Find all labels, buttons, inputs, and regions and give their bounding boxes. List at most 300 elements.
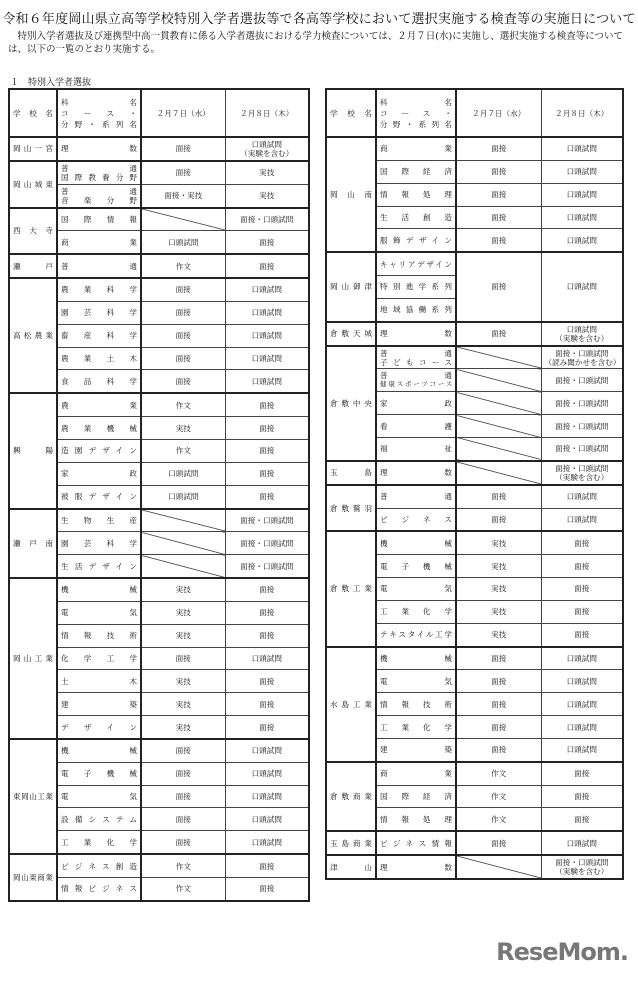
subject-line: 農業科学 <box>61 285 137 295</box>
day2-exam: 面接・口頭試問 （読み聞かせを含む） <box>541 346 623 369</box>
day1-exam: 面接 <box>456 831 541 855</box>
school-name <box>9 137 57 161</box>
day2-exam: 面接 <box>541 531 623 554</box>
day2-exam: 面接・口頭試問 <box>541 415 623 438</box>
school-name <box>326 485 376 532</box>
resemom-logo: ReseMom. <box>496 938 628 966</box>
day1-exam: 面接 <box>141 647 225 670</box>
day2-exam: 口頭試問 <box>541 137 623 160</box>
day2-exam: 口頭試問 <box>541 160 623 183</box>
school-name <box>9 254 57 278</box>
day1-exam: 面接 <box>456 252 541 322</box>
subject-line: 機械 <box>61 746 137 756</box>
table-row <box>326 485 623 508</box>
subject-name <box>57 532 141 555</box>
subject-name <box>376 785 456 808</box>
header-school <box>326 89 376 137</box>
school-name <box>326 252 376 322</box>
subject-name <box>57 785 141 808</box>
subject-line: 家政 <box>380 398 452 408</box>
subject-line: 普通 <box>61 186 137 196</box>
subject-line: 農業機械 <box>61 423 137 433</box>
header-row <box>9 89 309 137</box>
day2-exam: 面接 <box>225 854 309 877</box>
subject-name <box>57 137 141 161</box>
subject-line: 国際教養分野 <box>61 172 137 182</box>
subject-name <box>57 485 141 508</box>
day1-exam: 面接 <box>456 206 541 229</box>
subject-name <box>376 855 456 879</box>
school-name-text: 玉島 <box>330 468 372 478</box>
subject-name <box>376 716 456 739</box>
day1-exam: 面接 <box>141 831 225 854</box>
table-row <box>9 161 309 184</box>
day2-exam: 口頭試問 <box>225 347 309 370</box>
subject-line: 被服デザイン <box>61 492 137 502</box>
header-school <box>9 89 57 137</box>
subject-line: 化学工学 <box>61 653 137 663</box>
subject-name <box>376 647 456 670</box>
subject-name <box>57 555 141 578</box>
subject-line: コース・ <box>380 108 452 118</box>
subject-name <box>57 462 141 485</box>
subject-name <box>57 184 141 207</box>
subject-line: ビジネス情報 <box>380 838 452 848</box>
school-name-text: 倉敷中央 <box>330 398 372 408</box>
day2-exam: 面接 <box>225 254 309 278</box>
school-name-text: 岡山御津 <box>330 282 372 292</box>
subject-line: 普通 <box>380 371 452 381</box>
subject-name <box>57 347 141 370</box>
day1-exam: 面接 <box>141 137 225 161</box>
subject-line: 理数 <box>380 468 452 478</box>
day1-exam: 作文 <box>141 393 225 416</box>
subject-name <box>376 485 456 508</box>
subject-line: 科 名 <box>380 97 452 107</box>
subject-name <box>376 137 456 160</box>
subject-line: 国際経済 <box>380 167 452 177</box>
subject-line: 音楽分野 <box>61 195 137 205</box>
day2-exam: 口頭試問 （実験を含む） <box>225 137 309 161</box>
subject-line: 特別進学系列 <box>380 282 452 292</box>
subject-line: 科 名 <box>61 97 137 107</box>
day2-exam: 面接・口頭試問 <box>541 392 623 415</box>
school-name-text: 倉敷工業 <box>330 584 372 594</box>
day2-exam: 口頭試問 <box>225 324 309 347</box>
subject-name <box>376 831 456 855</box>
subject-line: 生物生産 <box>61 515 137 525</box>
header-day1: ２月７日（水） <box>456 89 541 137</box>
school-name <box>9 161 57 208</box>
day1-exam: 実技 <box>141 601 225 624</box>
day1-exam: 作文 <box>456 785 541 808</box>
day2-exam: 口頭試問 <box>541 716 623 739</box>
day1-exam: 面接 <box>456 693 541 716</box>
school-name-text: 西大寺 <box>13 226 53 236</box>
day2-exam: 口頭試問 <box>225 762 309 785</box>
table-row <box>326 762 623 785</box>
day2-exam: 口頭試問 <box>225 278 309 301</box>
subject-line: 普通 <box>380 348 452 358</box>
table-row <box>326 531 623 554</box>
subject-name <box>376 600 456 623</box>
day1-exam: 作文 <box>141 439 225 462</box>
day2-exam: 口頭試問 <box>541 831 623 855</box>
school-name <box>326 762 376 832</box>
school-name <box>326 647 376 762</box>
day2-exam: 面接 <box>225 693 309 716</box>
day1-not-applicable <box>456 369 541 392</box>
day2-exam: 面接 <box>225 231 309 254</box>
subject-name <box>57 254 141 278</box>
subject-line: 電気 <box>61 792 137 802</box>
school-name <box>9 509 57 579</box>
day1-exam: 実技 <box>141 670 225 693</box>
subject-name <box>57 831 141 854</box>
day2-exam: 面接 <box>225 439 309 462</box>
subject-line: 国際情報 <box>61 214 137 224</box>
subject-line: 普通 <box>380 492 452 502</box>
day1-exam: 作文 <box>141 878 225 901</box>
school-name-text: 瀬戸 <box>13 261 53 271</box>
day1-exam: 実技 <box>141 417 225 440</box>
school-name-text: 高松農業 <box>13 331 53 341</box>
day1-not-applicable <box>456 855 541 879</box>
day2-exam: 面接 <box>225 462 309 485</box>
subject-line: 畜産科学 <box>61 331 137 341</box>
subject-name <box>376 693 456 716</box>
subject-name <box>57 370 141 393</box>
table-row <box>9 578 309 601</box>
day1-exam: 実技 <box>456 623 541 646</box>
section-heading: １ 特別入学者選抜 <box>10 78 92 88</box>
day2-exam: 面接 <box>225 485 309 508</box>
day2-exam: 面接・口頭試問 <box>225 532 309 555</box>
day1-not-applicable <box>456 461 541 485</box>
school-name-text: 水島工業 <box>330 699 372 709</box>
subject-name <box>376 670 456 693</box>
day1-exam: 面接 <box>456 508 541 531</box>
day2-exam: 面接・口頭試問 <box>541 369 623 392</box>
table-row <box>326 831 623 855</box>
subject-line: 電気 <box>380 676 452 686</box>
table-row <box>326 322 623 346</box>
school-name <box>326 137 376 252</box>
day1-exam: 実技 <box>456 531 541 554</box>
day1-exam: 実技 <box>141 693 225 716</box>
subject-line: 普通 <box>61 163 137 173</box>
subject-name <box>57 624 141 647</box>
day2-exam: 面接・口頭試問 <box>225 509 309 532</box>
table-row <box>9 739 309 762</box>
subject-line: 造園デザイン <box>61 446 137 456</box>
subject-name <box>57 208 141 231</box>
subject-name <box>376 762 456 785</box>
day1-exam: 作文 <box>456 762 541 785</box>
intro-paragraph: 特別入学者選抜及び連携型中高一貫教育に係る入学者選抜における学力検査については、２月７日(水)に実施し、選択実施する検査等については、以下の一覧のとおり実施する。 <box>8 31 624 55</box>
school-name-text: 瀬戸南 <box>13 538 53 548</box>
subject-name <box>57 647 141 670</box>
subject-name <box>376 322 456 346</box>
day2-exam: 面接・口頭試問 <box>541 437 623 460</box>
school-name <box>326 346 376 461</box>
subject-name <box>57 670 141 693</box>
day2-exam: 面接・口頭試問 <box>225 555 309 578</box>
subject-name <box>57 439 141 462</box>
subject-line: 理数 <box>61 144 137 154</box>
school-name-text: 津山 <box>330 862 372 872</box>
subject-name <box>376 276 456 299</box>
day2-exam: 面接 <box>225 878 309 901</box>
day2-exam: 面接 <box>541 600 623 623</box>
school-name-text: 岡山工業 <box>13 653 53 663</box>
day2-exam: 面接 <box>541 623 623 646</box>
school-name <box>9 854 57 901</box>
day2-exam: 面接 <box>541 808 623 831</box>
day2-exam: 口頭試問 （実験を含む） <box>541 322 623 346</box>
day1-exam: 実技 <box>456 555 541 578</box>
header-day2: ２月８日（木） <box>225 89 309 137</box>
school-name <box>326 531 376 646</box>
day2-exam: 口頭試問 <box>225 370 309 393</box>
table-row <box>9 393 309 416</box>
day2-exam: 口頭試問 <box>225 785 309 808</box>
day1-exam: 面接 <box>141 785 225 808</box>
header-day1: ２月７日（水） <box>141 89 225 137</box>
subject-line: 商業 <box>61 237 137 247</box>
school-name-text: 岡山南 <box>330 190 372 200</box>
subject-line: キャリアデザイン <box>380 259 452 269</box>
subject-line: 機械 <box>61 585 137 595</box>
subject-name <box>57 878 141 901</box>
subject-line: 建築 <box>380 745 452 755</box>
subject-name <box>376 531 456 554</box>
subject-line: ビジネス創造 <box>61 861 137 871</box>
table-row <box>9 254 309 278</box>
subject-name <box>376 623 456 646</box>
day2-exam: 面接 <box>541 762 623 785</box>
day2-exam: 口頭試問 <box>541 693 623 716</box>
day2-exam: 口頭試問 <box>541 206 623 229</box>
day2-exam: 面接 <box>225 417 309 440</box>
header-row <box>326 89 623 137</box>
subject-line: 看護 <box>380 421 452 431</box>
day2-exam: 面接・口頭試問 （実験を含む） <box>541 461 623 485</box>
day1-exam: 面接 <box>456 716 541 739</box>
day2-exam: 口頭試問 <box>225 831 309 854</box>
day2-exam: 面接 <box>225 670 309 693</box>
subject-line: 理数 <box>380 329 452 339</box>
subject-name <box>57 578 141 601</box>
subject-name <box>376 808 456 831</box>
schedule-table-right <box>325 88 624 880</box>
day1-exam: 作文 <box>141 254 225 278</box>
subject-line: 普通 <box>61 261 137 271</box>
subject-name <box>57 278 141 301</box>
subject-name <box>376 183 456 206</box>
subject-name <box>376 298 456 321</box>
subject-line: 子どもコース <box>380 357 452 367</box>
day2-exam: 口頭試問 <box>225 739 309 762</box>
day1-not-applicable <box>141 509 225 532</box>
subject-line: テキスタイル工学 <box>380 630 452 640</box>
subject-name <box>57 509 141 532</box>
subject-line: 電気 <box>380 584 452 594</box>
school-name <box>326 322 376 346</box>
day1-exam: 実技 <box>141 624 225 647</box>
day1-exam: 口頭試問 <box>141 485 225 508</box>
day1-exam: 面接 <box>456 183 541 206</box>
day2-exam: 面接 <box>541 785 623 808</box>
subject-line: 生活創造 <box>380 212 452 222</box>
table-row <box>326 252 623 275</box>
day1-exam: 面接 <box>141 370 225 393</box>
subject-name <box>376 369 456 392</box>
day2-exam: 面接 <box>225 716 309 739</box>
subject-line: 食品科学 <box>61 376 137 386</box>
subject-name <box>376 346 456 369</box>
subject-line: 情報ビジネス <box>61 884 137 894</box>
day2-exam: 面接・口頭試問 <box>225 208 309 231</box>
day1-not-applicable <box>456 415 541 438</box>
subject-line: 分野・系列名 <box>380 119 452 129</box>
subject-line: コース・ <box>61 108 137 118</box>
table-row <box>326 647 623 670</box>
subject-line: 園芸科学 <box>61 308 137 318</box>
subject-line: 情報技術 <box>61 631 137 641</box>
day1-exam: 面接 <box>141 347 225 370</box>
day2-exam: 口頭試問 <box>225 301 309 324</box>
subject-line: 情報処理 <box>380 190 452 200</box>
subject-line: 電子機械 <box>61 769 137 779</box>
day1-not-applicable <box>141 555 225 578</box>
subject-name <box>57 762 141 785</box>
school-name-text: 倉敷商業 <box>330 792 372 802</box>
day1-exam: 実技 <box>141 578 225 601</box>
subject-name <box>57 231 141 254</box>
day2-exam: 口頭試問 <box>541 252 623 322</box>
subject-line: 国際経済 <box>380 792 452 802</box>
subject-line: デザイン <box>61 722 137 732</box>
subject-name <box>376 437 456 460</box>
day1-exam: 口頭試問 <box>141 462 225 485</box>
day1-exam: 実技 <box>456 600 541 623</box>
day2-exam: 口頭試問 <box>541 183 623 206</box>
subject-name <box>376 206 456 229</box>
school-name-text: 岡山一宮 <box>13 144 53 154</box>
day2-exam: 面接 <box>225 578 309 601</box>
table-row <box>9 137 309 161</box>
subject-line: 服飾デザイン <box>380 235 452 245</box>
day2-exam: 口頭試問 <box>541 647 623 670</box>
subject-name <box>57 393 141 416</box>
day2-exam: 口頭試問 <box>541 670 623 693</box>
subject-name <box>57 808 141 831</box>
day1-exam: 面接・実技 <box>141 184 225 207</box>
subject-line: 地域協働系列 <box>380 305 452 315</box>
table-row <box>9 278 309 301</box>
school-name <box>9 393 57 508</box>
school-name-text: 興陽 <box>13 446 53 456</box>
subject-line: 農業土木 <box>61 354 137 364</box>
subject-name <box>376 461 456 485</box>
day2-exam: 面接 <box>541 555 623 578</box>
day1-exam: 実技 <box>456 578 541 601</box>
day1-exam: 面接 <box>456 137 541 160</box>
subject-line: ビジネス <box>380 514 452 524</box>
subject-line: 商業 <box>380 769 452 779</box>
table-row <box>9 208 309 231</box>
subject-name <box>376 160 456 183</box>
day2-exam: 口頭試問 <box>541 508 623 531</box>
day2-exam: 面接 <box>225 393 309 416</box>
day2-exam: 口頭試問 <box>225 808 309 831</box>
school-name <box>326 461 376 485</box>
day2-exam: 口頭試問 <box>541 738 623 761</box>
day2-exam: 面接・口頭試問 （実験を含む） <box>541 855 623 879</box>
subject-name <box>57 301 141 324</box>
header-subject <box>57 89 141 137</box>
subject-name <box>57 601 141 624</box>
school-name <box>9 208 57 255</box>
table-row <box>326 855 623 879</box>
day1-exam: 面接 <box>456 738 541 761</box>
day2-exam: 口頭試問 <box>541 485 623 508</box>
day1-exam: 面接 <box>141 324 225 347</box>
subject-name <box>376 392 456 415</box>
school-name-text: 岡山城東 <box>13 179 53 189</box>
table-row <box>9 854 309 877</box>
school-name-text: 倉敷天城 <box>330 329 372 339</box>
day1-exam: 面接 <box>456 229 541 252</box>
subject-name <box>376 415 456 438</box>
day1-exam: 面接 <box>456 322 541 346</box>
subject-line: 福祉 <box>380 444 452 454</box>
table-row <box>9 509 309 532</box>
header-school-label: 学校名 <box>330 108 372 118</box>
day2-exam: 実技 <box>225 161 309 184</box>
subject-name <box>376 252 456 275</box>
subject-name <box>376 508 456 531</box>
day1-not-applicable <box>456 392 541 415</box>
day1-exam: 面接 <box>456 670 541 693</box>
school-name-text: 岡山東商業 <box>13 873 53 882</box>
subject-line: 工業化学 <box>61 837 137 847</box>
school-name-text: 玉島商業 <box>330 838 372 848</box>
subject-name <box>57 739 141 762</box>
day1-exam: 面接 <box>456 485 541 508</box>
header-subject <box>376 89 456 137</box>
day1-exam: 面接 <box>141 301 225 324</box>
day1-exam: 面接 <box>456 160 541 183</box>
page-title: 令和６年度岡山県立高等学校特別入学者選抜等で各高等学校において選択実施する検査等の実施日について <box>2 12 636 27</box>
header-school-label: 学校名 <box>13 108 53 118</box>
subject-line: 健康スポーツコース <box>380 380 452 389</box>
subject-line: 設備システム <box>61 814 137 824</box>
school-name-text: 倉敷鷲羽 <box>330 503 372 513</box>
day1-not-applicable <box>456 437 541 460</box>
day1-exam: 面接 <box>141 278 225 301</box>
day1-exam: 面接 <box>456 647 541 670</box>
subject-line: 家政 <box>61 469 137 479</box>
subject-line: 土木 <box>61 676 137 686</box>
subject-line: 商業 <box>380 144 452 154</box>
subject-name <box>57 417 141 440</box>
school-name-text: 東岡山工業 <box>13 792 53 802</box>
subject-name <box>376 555 456 578</box>
school-name <box>9 578 57 739</box>
subject-line: 農業 <box>61 400 137 410</box>
